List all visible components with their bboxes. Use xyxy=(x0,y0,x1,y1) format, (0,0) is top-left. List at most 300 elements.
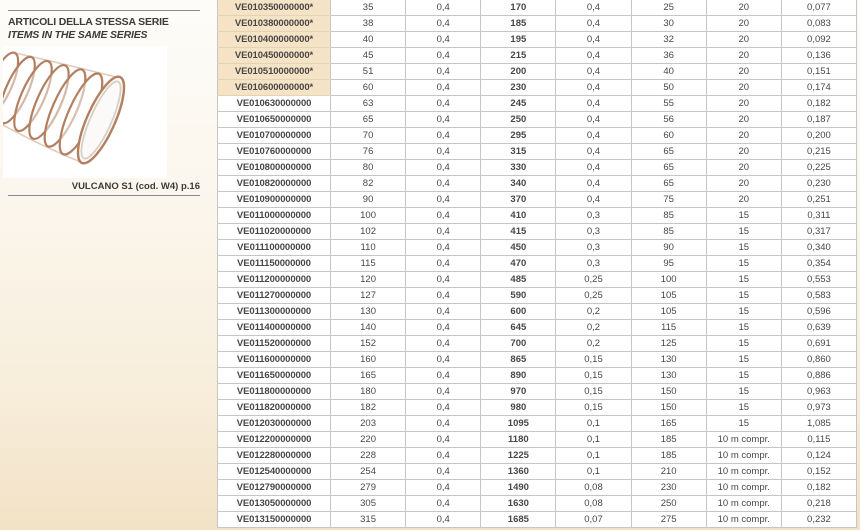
cell-weight: 0,124 xyxy=(781,447,856,463)
cell-pressure: 0,08 xyxy=(556,495,631,511)
cell-length: 10 m compr. xyxy=(706,431,781,447)
cell-inner-diameter: 82 xyxy=(331,175,406,191)
cell-pressure: 0,4 xyxy=(556,191,631,207)
cell-weight: 0,553 xyxy=(781,271,856,287)
cell-inner-diameter: 254 xyxy=(331,463,406,479)
cell-bend-radius: 980 xyxy=(481,399,556,415)
cell-vacuum: 100 xyxy=(631,271,706,287)
table-row xyxy=(218,351,857,367)
cell-product-code: VE011650000000 xyxy=(218,367,331,383)
cell-vacuum: 56 xyxy=(631,111,706,127)
table-row xyxy=(218,447,857,463)
cell-length: 15 xyxy=(706,255,781,271)
cell-product-code: VE012200000000 xyxy=(218,431,331,447)
cell-length: 20 xyxy=(706,79,781,95)
cell-inner-diameter: 76 xyxy=(331,143,406,159)
cell-bend-radius: 1225 xyxy=(481,447,556,463)
cell-pressure: 0,4 xyxy=(556,95,631,111)
cell-inner-diameter: 279 xyxy=(331,479,406,495)
cell-wall-thickness: 0,4 xyxy=(406,367,481,383)
table-row xyxy=(218,175,857,191)
cell-length: 15 xyxy=(706,351,781,367)
cell-weight: 0,152 xyxy=(781,463,856,479)
cell-bend-radius: 1630 xyxy=(481,495,556,511)
cell-length: 20 xyxy=(706,127,781,143)
cell-vacuum: 60 xyxy=(631,127,706,143)
cell-inner-diameter: 45 xyxy=(331,47,406,63)
cell-weight: 0,092 xyxy=(781,31,856,47)
cell-vacuum: 65 xyxy=(631,143,706,159)
table-row xyxy=(218,383,857,399)
cell-length: 15 xyxy=(706,239,781,255)
cell-pressure: 0,2 xyxy=(556,319,631,335)
cell-weight: 0,251 xyxy=(781,191,856,207)
cell-vacuum: 185 xyxy=(631,431,706,447)
cell-pressure: 0,4 xyxy=(556,159,631,175)
cell-product-code: VE011000000000 xyxy=(218,207,331,223)
cell-product-code: VE011200000000 xyxy=(218,271,331,287)
cell-vacuum: 105 xyxy=(631,303,706,319)
cell-vacuum: 210 xyxy=(631,463,706,479)
cell-product-code: VE011820000000 xyxy=(218,399,331,415)
cell-inner-diameter: 51 xyxy=(331,63,406,79)
cell-bend-radius: 470 xyxy=(481,255,556,271)
cell-pressure: 0,15 xyxy=(556,367,631,383)
cell-pressure: 0,1 xyxy=(556,431,631,447)
cell-bend-radius: 295 xyxy=(481,127,556,143)
cell-bend-radius: 315 xyxy=(481,143,556,159)
cell-wall-thickness: 0,4 xyxy=(406,95,481,111)
cell-bend-radius: 215 xyxy=(481,47,556,63)
cell-product-code: VE010900000000 xyxy=(218,191,331,207)
cell-product-code: VE010600000000* xyxy=(218,79,331,95)
cell-vacuum: 115 xyxy=(631,319,706,335)
cell-pressure: 0,3 xyxy=(556,255,631,271)
spec-table-container xyxy=(217,0,858,530)
cell-inner-diameter: 130 xyxy=(331,303,406,319)
cell-vacuum: 105 xyxy=(631,287,706,303)
cell-vacuum: 85 xyxy=(631,207,706,223)
cell-inner-diameter: 140 xyxy=(331,319,406,335)
cell-bend-radius: 245 xyxy=(481,95,556,111)
cell-pressure: 0,4 xyxy=(556,143,631,159)
table-row xyxy=(218,127,857,143)
cell-bend-radius: 970 xyxy=(481,383,556,399)
cell-weight: 0,182 xyxy=(781,479,856,495)
cell-bend-radius: 230 xyxy=(481,79,556,95)
cell-weight: 0,232 xyxy=(781,511,856,527)
table-row xyxy=(218,111,857,127)
cell-inner-diameter: 110 xyxy=(331,239,406,255)
table-row xyxy=(218,335,857,351)
cell-vacuum: 185 xyxy=(631,447,706,463)
cell-bend-radius: 250 xyxy=(481,111,556,127)
cell-inner-diameter: 70 xyxy=(331,127,406,143)
cell-inner-diameter: 80 xyxy=(331,159,406,175)
cell-weight: 0,187 xyxy=(781,111,856,127)
cell-pressure: 0,4 xyxy=(556,31,631,47)
cell-weight: 0,317 xyxy=(781,223,856,239)
cell-length: 15 xyxy=(706,207,781,223)
cell-inner-diameter: 152 xyxy=(331,335,406,351)
cell-pressure: 0,2 xyxy=(556,303,631,319)
cell-length: 20 xyxy=(706,111,781,127)
cell-bend-radius: 330 xyxy=(481,159,556,175)
cell-length: 20 xyxy=(706,31,781,47)
cell-length: 10 m compr. xyxy=(706,511,781,527)
cell-product-code: VE010700000000 xyxy=(218,127,331,143)
cell-pressure: 0,3 xyxy=(556,223,631,239)
cell-product-code: VE010350000000* xyxy=(218,0,331,15)
cell-product-code: VE011020000000 xyxy=(218,223,331,239)
cell-product-code: VE012540000000 xyxy=(218,463,331,479)
cell-wall-thickness: 0,4 xyxy=(406,15,481,31)
cell-inner-diameter: 100 xyxy=(331,207,406,223)
cell-product-code: VE010450000000* xyxy=(218,47,331,63)
cell-length: 20 xyxy=(706,159,781,175)
cell-inner-diameter: 115 xyxy=(331,255,406,271)
cell-pressure: 0,15 xyxy=(556,383,631,399)
cell-length: 15 xyxy=(706,399,781,415)
cell-wall-thickness: 0,4 xyxy=(406,431,481,447)
cell-bend-radius: 1685 xyxy=(481,511,556,527)
cell-pressure: 0,3 xyxy=(556,207,631,223)
cell-pressure: 0,2 xyxy=(556,335,631,351)
cell-product-code: VE011270000000 xyxy=(218,287,331,303)
cell-wall-thickness: 0,4 xyxy=(406,335,481,351)
cell-pressure: 0,4 xyxy=(556,15,631,31)
table-row xyxy=(218,271,857,287)
cell-weight: 0,083 xyxy=(781,15,856,31)
cell-length: 20 xyxy=(706,143,781,159)
cell-inner-diameter: 203 xyxy=(331,415,406,431)
cell-wall-thickness: 0,4 xyxy=(406,383,481,399)
cell-bend-radius: 890 xyxy=(481,367,556,383)
cell-product-code: VE010510000000* xyxy=(218,63,331,79)
cell-bend-radius: 600 xyxy=(481,303,556,319)
cell-wall-thickness: 0,4 xyxy=(406,511,481,527)
table-row xyxy=(218,255,857,271)
cell-inner-diameter: 180 xyxy=(331,383,406,399)
cell-product-code: VE010650000000 xyxy=(218,111,331,127)
cell-vacuum: 75 xyxy=(631,191,706,207)
cell-wall-thickness: 0,4 xyxy=(406,0,481,15)
cell-pressure: 0,4 xyxy=(556,127,631,143)
cell-product-code: VE011400000000 xyxy=(218,319,331,335)
cell-vacuum: 130 xyxy=(631,367,706,383)
cell-vacuum: 130 xyxy=(631,351,706,367)
cell-weight: 1,085 xyxy=(781,415,856,431)
cell-product-code: VE011150000000 xyxy=(218,255,331,271)
cell-product-code: VE012280000000 xyxy=(218,447,331,463)
cell-weight: 0,886 xyxy=(781,367,856,383)
cell-length: 15 xyxy=(706,415,781,431)
cell-inner-diameter: 102 xyxy=(331,223,406,239)
cell-bend-radius: 1095 xyxy=(481,415,556,431)
cell-bend-radius: 200 xyxy=(481,63,556,79)
cell-weight: 0,115 xyxy=(781,431,856,447)
cell-weight: 0,340 xyxy=(781,239,856,255)
cell-wall-thickness: 0,4 xyxy=(406,143,481,159)
cell-inner-diameter: 60 xyxy=(331,79,406,95)
series-heading-en: ITEMS IN THE SAME SERIES xyxy=(8,28,148,41)
cell-bend-radius: 195 xyxy=(481,31,556,47)
cell-bend-radius: 485 xyxy=(481,271,556,287)
cell-product-code: VE010800000000 xyxy=(218,159,331,175)
cell-bend-radius: 415 xyxy=(481,223,556,239)
cell-weight: 0,182 xyxy=(781,95,856,111)
cell-inner-diameter: 220 xyxy=(331,431,406,447)
cell-bend-radius: 700 xyxy=(481,335,556,351)
table-row xyxy=(218,191,857,207)
cell-weight: 0,200 xyxy=(781,127,856,143)
cell-wall-thickness: 0,4 xyxy=(406,319,481,335)
cell-wall-thickness: 0,4 xyxy=(406,255,481,271)
cell-bend-radius: 185 xyxy=(481,15,556,31)
cell-pressure: 0,1 xyxy=(556,463,631,479)
table-row xyxy=(218,31,857,47)
cell-length: 20 xyxy=(706,47,781,63)
cell-pressure: 0,25 xyxy=(556,287,631,303)
cell-wall-thickness: 0,4 xyxy=(406,239,481,255)
cell-vacuum: 90 xyxy=(631,239,706,255)
spec-table-body xyxy=(218,0,857,528)
cell-vacuum: 40 xyxy=(631,63,706,79)
cell-inner-diameter: 315 xyxy=(331,511,406,527)
cell-product-code: VE011600000000 xyxy=(218,351,331,367)
cell-length: 10 m compr. xyxy=(706,479,781,495)
cell-wall-thickness: 0,4 xyxy=(406,79,481,95)
table-row xyxy=(218,495,857,511)
cell-product-code: VE011100000000 xyxy=(218,239,331,255)
cell-weight: 0,218 xyxy=(781,495,856,511)
cell-inner-diameter: 165 xyxy=(331,367,406,383)
cell-bend-radius: 1490 xyxy=(481,479,556,495)
spec-table xyxy=(217,0,857,528)
cell-vacuum: 165 xyxy=(631,415,706,431)
cell-vacuum: 36 xyxy=(631,47,706,63)
cell-weight: 0,973 xyxy=(781,399,856,415)
cell-product-code: VE010400000000* xyxy=(218,31,331,47)
cell-weight: 0,860 xyxy=(781,351,856,367)
cell-length: 10 m compr. xyxy=(706,495,781,511)
cell-product-code: VE010760000000 xyxy=(218,143,331,159)
cell-weight: 0,136 xyxy=(781,47,856,63)
cell-wall-thickness: 0,4 xyxy=(406,399,481,415)
cell-wall-thickness: 0,4 xyxy=(406,479,481,495)
table-row xyxy=(218,479,857,495)
photo-caption: VULCANO S1 (cod. W4) p.16 xyxy=(71,181,200,192)
cell-weight: 0,215 xyxy=(781,143,856,159)
cell-vacuum: 125 xyxy=(631,335,706,351)
table-row xyxy=(218,15,857,31)
cell-weight: 0,639 xyxy=(781,319,856,335)
cell-product-code: VE013050000000 xyxy=(218,495,331,511)
table-row xyxy=(218,399,857,415)
cell-wall-thickness: 0,4 xyxy=(406,175,481,191)
cell-vacuum: 65 xyxy=(631,159,706,175)
cell-inner-diameter: 38 xyxy=(331,15,406,31)
cell-vacuum: 150 xyxy=(631,383,706,399)
cell-length: 20 xyxy=(706,95,781,111)
cell-pressure: 0,4 xyxy=(556,111,631,127)
table-row xyxy=(218,63,857,79)
cell-wall-thickness: 0,4 xyxy=(406,287,481,303)
cell-bend-radius: 865 xyxy=(481,351,556,367)
cell-vacuum: 30 xyxy=(631,15,706,31)
cell-wall-thickness: 0,4 xyxy=(406,351,481,367)
cell-inner-diameter: 182 xyxy=(331,399,406,415)
cell-length: 20 xyxy=(706,175,781,191)
cell-wall-thickness: 0,4 xyxy=(406,495,481,511)
cell-weight: 0,691 xyxy=(781,335,856,351)
cell-pressure: 0,25 xyxy=(556,271,631,287)
cell-bend-radius: 1360 xyxy=(481,463,556,479)
cell-wall-thickness: 0,4 xyxy=(406,223,481,239)
cell-product-code: VE012030000000 xyxy=(218,415,331,431)
cell-bend-radius: 590 xyxy=(481,287,556,303)
table-row xyxy=(218,367,857,383)
table-row xyxy=(218,239,857,255)
cell-product-code: VE010380000000* xyxy=(218,15,331,31)
cell-vacuum: 275 xyxy=(631,511,706,527)
table-row xyxy=(218,95,857,111)
cell-vacuum: 250 xyxy=(631,495,706,511)
table-row xyxy=(218,463,857,479)
cell-length: 20 xyxy=(706,0,781,15)
cell-inner-diameter: 120 xyxy=(331,271,406,287)
cell-pressure: 0,15 xyxy=(556,351,631,367)
cell-weight: 0,151 xyxy=(781,63,856,79)
cell-wall-thickness: 0,4 xyxy=(406,127,481,143)
cell-vacuum: 230 xyxy=(631,479,706,495)
cell-length: 10 m compr. xyxy=(706,447,781,463)
cell-weight: 0,230 xyxy=(781,175,856,191)
cell-weight: 0,311 xyxy=(781,207,856,223)
cell-product-code: VE012790000000 xyxy=(218,479,331,495)
table-row xyxy=(218,303,857,319)
cell-wall-thickness: 0,4 xyxy=(406,271,481,287)
cell-length: 20 xyxy=(706,191,781,207)
cell-wall-thickness: 0,4 xyxy=(406,303,481,319)
cell-length: 20 xyxy=(706,15,781,31)
table-row xyxy=(218,159,857,175)
cell-vacuum: 150 xyxy=(631,399,706,415)
cell-length: 15 xyxy=(706,367,781,383)
divider-top xyxy=(8,10,200,11)
cell-weight: 0,077 xyxy=(781,0,856,15)
cell-pressure: 0,1 xyxy=(556,447,631,463)
cell-length: 20 xyxy=(706,63,781,79)
cell-inner-diameter: 63 xyxy=(331,95,406,111)
cell-wall-thickness: 0,4 xyxy=(406,31,481,47)
cell-length: 15 xyxy=(706,335,781,351)
cell-product-code: VE010630000000 xyxy=(218,95,331,111)
cell-bend-radius: 1180 xyxy=(481,431,556,447)
cell-wall-thickness: 0,4 xyxy=(406,191,481,207)
cell-inner-diameter: 35 xyxy=(331,0,406,15)
cell-product-code: VE013150000000 xyxy=(218,511,331,527)
cell-weight: 0,596 xyxy=(781,303,856,319)
table-row xyxy=(218,431,857,447)
table-row xyxy=(218,287,857,303)
cell-length: 10 m compr. xyxy=(706,463,781,479)
cell-vacuum: 25 xyxy=(631,0,706,15)
cell-wall-thickness: 0,4 xyxy=(406,415,481,431)
cell-weight: 0,354 xyxy=(781,255,856,271)
cell-inner-diameter: 90 xyxy=(331,191,406,207)
cell-wall-thickness: 0,4 xyxy=(406,47,481,63)
cell-length: 15 xyxy=(706,319,781,335)
cell-weight: 0,225 xyxy=(781,159,856,175)
cell-weight: 0,174 xyxy=(781,79,856,95)
cell-inner-diameter: 40 xyxy=(331,31,406,47)
cell-length: 15 xyxy=(706,223,781,239)
cell-vacuum: 50 xyxy=(631,79,706,95)
cell-pressure: 0,4 xyxy=(556,79,631,95)
table-row xyxy=(218,415,857,431)
cell-wall-thickness: 0,4 xyxy=(406,463,481,479)
cell-length: 15 xyxy=(706,271,781,287)
cell-pressure: 0,1 xyxy=(556,415,631,431)
hose-illustration xyxy=(3,46,167,178)
cell-pressure: 0,07 xyxy=(556,511,631,527)
cell-wall-thickness: 0,4 xyxy=(406,159,481,175)
cell-vacuum: 95 xyxy=(631,255,706,271)
cell-inner-diameter: 127 xyxy=(331,287,406,303)
hose-photo xyxy=(3,46,167,178)
table-row xyxy=(218,223,857,239)
table-row xyxy=(218,47,857,63)
cell-product-code: VE010820000000 xyxy=(218,175,331,191)
cell-wall-thickness: 0,4 xyxy=(406,447,481,463)
table-row xyxy=(218,79,857,95)
cell-product-code: VE011800000000 xyxy=(218,383,331,399)
cell-pressure: 0,4 xyxy=(556,63,631,79)
cell-wall-thickness: 0,4 xyxy=(406,207,481,223)
cell-pressure: 0,4 xyxy=(556,0,631,15)
cell-product-code: VE011520000000 xyxy=(218,335,331,351)
cell-bend-radius: 645 xyxy=(481,319,556,335)
series-heading-it: ARTICOLI DELLA STESSA SERIE xyxy=(8,16,169,28)
sidebar xyxy=(0,0,217,530)
cell-pressure: 0,15 xyxy=(556,399,631,415)
cell-wall-thickness: 0,4 xyxy=(406,63,481,79)
cell-bend-radius: 340 xyxy=(481,175,556,191)
divider-bottom xyxy=(8,195,200,196)
cell-inner-diameter: 305 xyxy=(331,495,406,511)
cell-vacuum: 32 xyxy=(631,31,706,47)
cell-pressure: 0,3 xyxy=(556,239,631,255)
cell-pressure: 0,4 xyxy=(556,175,631,191)
cell-length: 15 xyxy=(706,303,781,319)
cell-product-code: VE011300000000 xyxy=(218,303,331,319)
table-row xyxy=(218,0,857,15)
cell-length: 15 xyxy=(706,287,781,303)
cell-vacuum: 55 xyxy=(631,95,706,111)
cell-inner-diameter: 160 xyxy=(331,351,406,367)
cell-pressure: 0,08 xyxy=(556,479,631,495)
table-row xyxy=(218,511,857,527)
cell-bend-radius: 450 xyxy=(481,239,556,255)
cell-bend-radius: 370 xyxy=(481,191,556,207)
table-row xyxy=(218,207,857,223)
cell-inner-diameter: 228 xyxy=(331,447,406,463)
cell-inner-diameter: 65 xyxy=(331,111,406,127)
cell-length: 15 xyxy=(706,383,781,399)
cell-bend-radius: 170 xyxy=(481,0,556,15)
series-heading xyxy=(8,16,208,41)
